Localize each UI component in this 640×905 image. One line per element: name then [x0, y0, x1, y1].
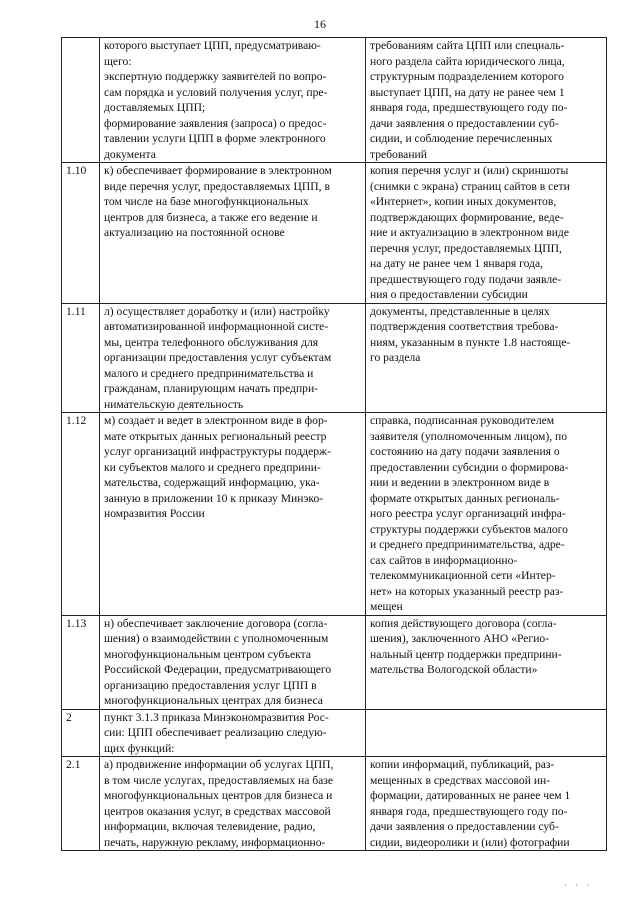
- function-cell: [100, 615, 366, 709]
- document-line: документы, представленные в целях: [370, 304, 550, 318]
- document-line: требованиям сайта ЦПП или специаль-: [370, 39, 565, 52]
- function-line: щих функций:: [104, 741, 175, 755]
- document-cell: [366, 615, 607, 709]
- table-row: [62, 757, 607, 851]
- function-line: документа: [104, 147, 156, 161]
- table-row: [62, 413, 607, 616]
- document-line: формате открытых данных региональ-: [370, 491, 560, 505]
- function-line: многофункциональных центров для бизнеса и: [104, 789, 333, 802]
- function-line: сии: ЦПП обеспечивает реализацию следую-: [104, 726, 327, 739]
- document-line: предоставлении субсидии о формирова-: [370, 460, 569, 474]
- function-line: центров оказания услуг, в средствах массовой: [104, 804, 331, 818]
- document-line: января года, предшествующего году по-: [370, 804, 568, 818]
- table-row: [62, 615, 607, 709]
- function-line: актуализацию на постоянной основе: [104, 226, 285, 239]
- document-line: копии информаций, публикаций, раз-: [370, 758, 555, 771]
- scan-mark: · · ·: [564, 880, 593, 890]
- function-line: центров для бизнеса, а также его ведение и: [104, 210, 318, 224]
- function-line: которого выступает ЦПП, предусматриваю-: [104, 39, 321, 52]
- document-cell: [366, 413, 607, 616]
- function-line: информации, включая телевидение, радио,: [104, 820, 316, 833]
- document-line: мещен: [370, 600, 403, 613]
- document-line: копия действующего договора (согла-: [370, 616, 557, 630]
- document-line: ние и актуализацию в электронном виде: [370, 226, 569, 239]
- document-line: ного реестра услуг организаций инфра-: [370, 507, 566, 520]
- function-line: мательства, содержащий информацию, ука-: [104, 476, 320, 489]
- function-line: занную в приложении 10 к приказу Минэко-: [104, 491, 324, 505]
- table-body: [62, 38, 607, 851]
- document-line: нальный центр поддержки предприни-: [370, 647, 562, 661]
- function-cell: [100, 757, 366, 851]
- document-line: структуры поддержки субъектов малого: [370, 522, 568, 536]
- row-number: 1.11: [62, 303, 100, 413]
- function-line: гражданам, планирующим начать предпри-: [104, 382, 319, 395]
- document-line: справка, подписанная руководителем: [370, 414, 555, 427]
- document-line: нет» на которых указанный реестр раз-: [370, 584, 564, 598]
- document-line: (снимки с экрана) страниц сайтов в сети: [370, 179, 570, 193]
- document-line: состоянию на дату подачи заявления о: [370, 445, 560, 458]
- document-cell: [366, 303, 607, 413]
- document-line: дачи заявления о предоставлении суб-: [370, 820, 559, 833]
- function-line: нимательскую деятельность: [104, 397, 244, 411]
- document-line: ниям, указанным в пункте 1.8 настояще-: [370, 335, 571, 349]
- function-line: том числе на базе многофункциональных: [104, 195, 309, 208]
- function-line: организации предоставления услуг субъектам: [104, 351, 332, 364]
- document-line: формации, датированных не ранее чем 1: [370, 789, 571, 802]
- function-line: многофункциональным центром субъекта: [104, 647, 312, 661]
- row-number: 2: [62, 709, 100, 757]
- document-cell: [366, 38, 607, 163]
- table-row: [62, 38, 607, 163]
- function-line: щего:: [104, 54, 132, 68]
- document-line: структурным подразделением которого: [370, 70, 564, 83]
- function-line: пункт 3.1.3 приказа Минэкономразвития Рос-: [104, 710, 329, 724]
- table-row: [62, 163, 607, 304]
- function-line: мы, центра телефонного обслуживания для: [104, 335, 319, 349]
- row-number: [62, 38, 100, 163]
- row-number: 2.1: [62, 757, 100, 851]
- function-line: шения) о взаимодействии с уполномоченным: [104, 632, 329, 645]
- document-line: шения), заключенного АНО «Регио-: [370, 632, 550, 645]
- document-line: требований: [370, 147, 427, 161]
- table-row: [62, 303, 607, 413]
- document-line: предшествующего году подачи заявле-: [370, 272, 562, 286]
- function-line: экспертную поддержку заявителей по вопро-: [104, 70, 327, 83]
- table-row: [62, 709, 607, 757]
- document-line: телекоммуникационной сети «Интер-: [370, 569, 556, 582]
- document-line: января года, предшествующего году по-: [370, 101, 568, 114]
- function-line: а) продвижение информации об услугах ЦПП,: [104, 758, 334, 771]
- function-line: к) обеспечивает формирование в электронном: [104, 164, 332, 177]
- row-number: 1.12: [62, 413, 100, 616]
- document-line: мательства Вологодской области»: [370, 663, 538, 676]
- function-line: многофункциональных центрах для бизнеса: [104, 694, 323, 707]
- document-line: сидии, и соблюдение перечисленных: [370, 132, 553, 145]
- document-line: ного раздела сайта юридического лица,: [370, 54, 565, 68]
- page-number: 16: [314, 17, 326, 31]
- row-number: 1.10: [62, 163, 100, 304]
- function-cell: [100, 709, 366, 757]
- document-line: на дату не ранее чем 1 января года,: [370, 257, 543, 270]
- document-line: го раздела: [370, 351, 421, 364]
- function-line: виде перечня услуг, предоставляемых ЦПП, в: [104, 179, 330, 193]
- function-line: формирование заявления (запроса) о предос-: [104, 116, 327, 130]
- document-line: сах сайтов в информационно-: [370, 553, 518, 567]
- document-line: выступает ЦПП, на дату не ранее чем 1: [370, 85, 565, 99]
- document-line: и среднего предпринимательства, адре-: [370, 538, 565, 551]
- function-line: организацию предоставления услуг ЦПП в: [104, 678, 317, 692]
- document-line: мещенных в средствах массовой ин-: [370, 773, 551, 787]
- function-line: в том числе услугах, предоставляемых на базе: [104, 773, 334, 787]
- function-line: л) осуществляет доработку и (или) настройку: [104, 304, 330, 318]
- document-line: заявителя (уполномоченным лицом), по: [370, 429, 568, 443]
- function-line: печать, наружную рекламу, информационно-: [104, 835, 326, 849]
- document-line: сидии, видеоролики и (или) фотографии: [370, 835, 570, 849]
- function-line: автоматизированной информационной систе-: [104, 320, 329, 333]
- function-line: мате открытых данных региональный реестр: [104, 429, 327, 443]
- function-line: Российской Федерации, предусматривающего: [104, 663, 332, 676]
- function-cell: [100, 38, 366, 163]
- document-line: нии и ведении в электронном виде в: [370, 476, 550, 489]
- function-line: сам порядка и условий получения услуг, пре-: [104, 85, 328, 99]
- document-line: подтверждения соответствия требова-: [370, 320, 559, 333]
- function-line: услуг организаций инфраструктуры поддерж-: [104, 445, 331, 458]
- document-line: дачи заявления о предоставлении суб-: [370, 116, 559, 130]
- function-line: номразвития России: [104, 507, 205, 520]
- document-cell: [366, 163, 607, 304]
- document-line: «Интернет», копии иных документов,: [370, 195, 557, 208]
- function-line: м) создает и ведет в электронном виде в фор-: [104, 414, 328, 427]
- row-number: 1.13: [62, 615, 100, 709]
- function-line: н) обеспечивает заключение договора (согла-: [104, 616, 328, 630]
- function-line: ки субъектов малого и среднего предприни-: [104, 460, 321, 474]
- function-line: малого и среднего предпринимательства и: [104, 366, 314, 380]
- function-cell: [100, 303, 366, 413]
- function-cell: [100, 163, 366, 304]
- function-line: доставляемых ЦПП;: [104, 101, 206, 114]
- document-cell: [366, 709, 607, 757]
- function-line: тавлении услуги ЦПП в форме электронного: [104, 132, 326, 145]
- document-line: ния о предоставлении субсидии: [370, 288, 528, 301]
- requirements-table: [61, 37, 607, 851]
- document-line: копия перечня услуг и (или) скриншоты: [370, 164, 569, 177]
- document-cell: [366, 757, 607, 851]
- document-line: подтверждающих формирование, веде-: [370, 210, 564, 224]
- document-line: перечня услуг, предоставляемых ЦПП,: [370, 241, 562, 255]
- function-cell: [100, 413, 366, 616]
